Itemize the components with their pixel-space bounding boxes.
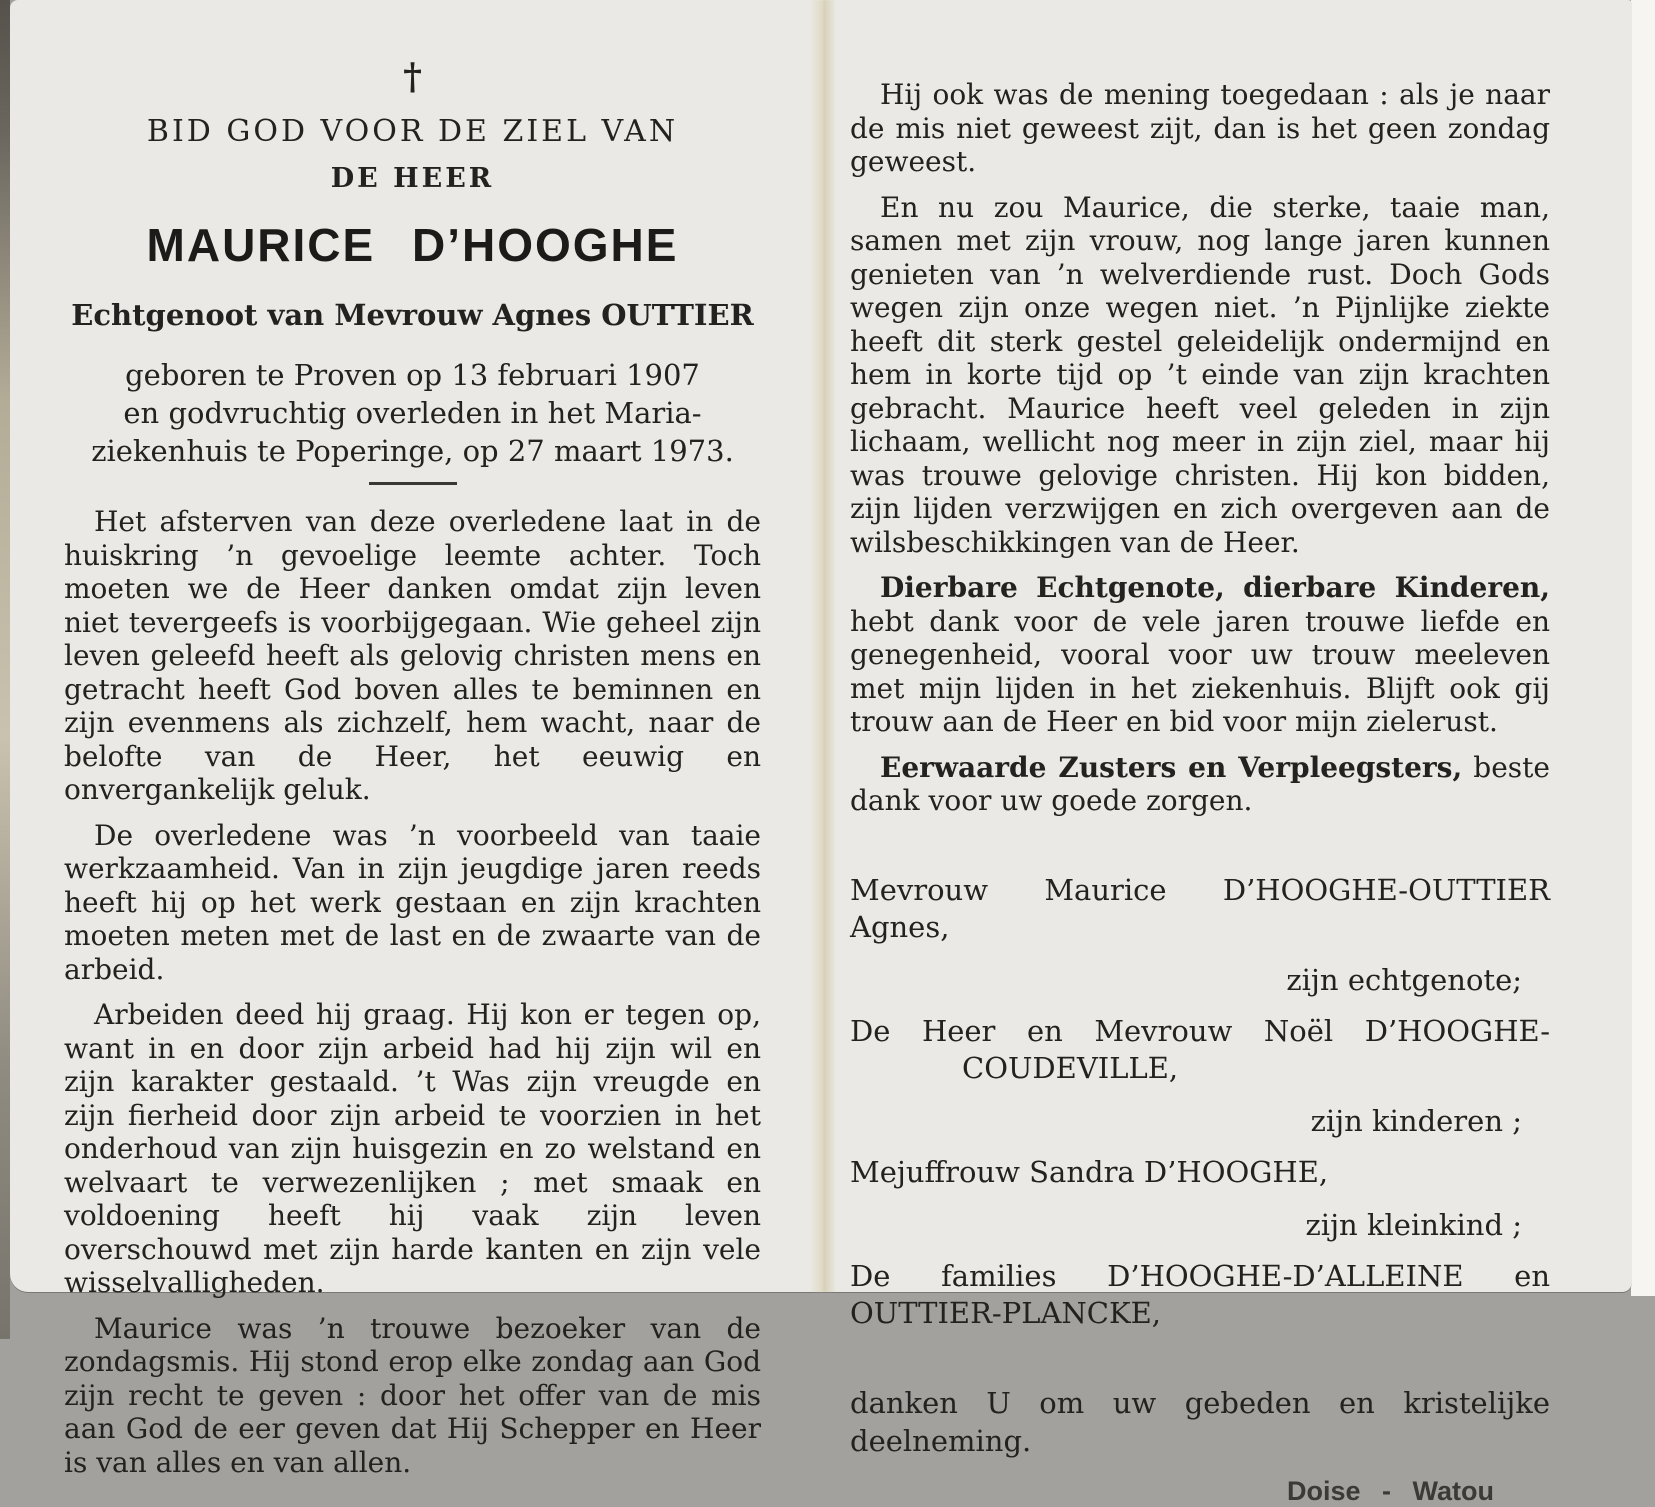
- birth-line: geboren te Proven op 13 februari 1907: [125, 358, 700, 392]
- birth-death-details: [64, 356, 761, 470]
- paragraph: Het afsterven van deze overledene laat in de huiskring ’n gevoelige leemte achter. Toch moeten we de Heer danken omdat zijn leven niet tevergeefs is voorbijgegaan. Wie geheel zijn leven geleefd heeft als gelovig christen mens en getracht heeft God boven alles te beminnen en zijn evenmens als zichzelf, hem wacht, naar de belofte van de Heer, het eeuwig en onvergankelijk geluk.: [64, 505, 761, 806]
- scanner-right-margin: [1631, 0, 1655, 1296]
- mourner-name: Mevrouw Maurice D’HOOGHE-OUTTIER: [850, 872, 1550, 907]
- printer-mark: Doise - Watou: [1287, 1475, 1494, 1506]
- page-right: [850, 0, 1550, 1507]
- paragraph-lead: Eerwaarde Zusters en Verpleegsters,: [880, 750, 1463, 784]
- closing-line: deelneming.: [850, 1423, 1032, 1458]
- paragraph-address-nurses: [850, 751, 1550, 818]
- title-de-heer: DE HEER: [330, 163, 495, 194]
- death-line-2: ziekenhuis te Poperinge, op 27 maart 1973.: [91, 434, 734, 468]
- deceased-name: MAURICE D’HOOGHE: [146, 219, 679, 271]
- paragraph: Hij ook was de mening toegedaan : als je naar de mis niet geweest zijt, dan is het geen zondag geweest.: [850, 78, 1550, 178]
- mourner-name: De Heer en Mevrouw Noël D’HOOGHE-: [850, 1013, 1550, 1048]
- paragraph-text: beste dank voor uw goede zorgen.: [850, 750, 1550, 817]
- cross-icon: †: [403, 56, 422, 98]
- death-line-1: en godvruchtig overleden in het Maria-: [123, 396, 702, 430]
- mourner-relation: zijn echtgenote;: [1286, 962, 1522, 997]
- mourner-relation: zijn kleinkind ;: [1305, 1207, 1522, 1242]
- invocation-line: BID GOD VOOR DE ZIEL VAN: [146, 114, 679, 149]
- card-fold-crease: [810, 0, 836, 1292]
- paragraph-text: hebt dank voor de vele jaren trouwe liefde en genegenheid, vooral voor uw trouw meeleven met mijn lijden in het ziekenhuis. Blijft ook gij trouw aan de Heer en bid voor mijn zielerust.: [850, 604, 1550, 738]
- spouse-line: Echtgenoot van Mevrouw Agnes OUTTIER: [71, 298, 754, 332]
- mourner-name: Agnes,: [850, 909, 950, 944]
- paragraph: Arbeiden deed hij graag. Hij kon er tegen op, want in en door zijn arbeid had hij zijn wil en zijn karakter gestaald. ’t Was zijn vreugde en zijn fierheid door zijn arbeid te voorzien in het onderhoud van zijn huisgezin en zo welstand en welvaart te verwezenlijken ; met smaak en voldoening heeft hij vaak zijn leven overschouwd met zijn harde kanten en zijn vele wisselvalligheden.: [64, 998, 761, 1299]
- paragraph: De overledene was ’n voorbeeld van taaie werkzaamheid. Van in zijn jeugdige jaren reeds heeft hij op het werk gestaan en zijn krachten moeten meten met de last en de zwaarte van de arbeid.: [64, 818, 761, 986]
- closing-thanks: [850, 1384, 1550, 1460]
- mourner-name: COUDEVILLE,: [962, 1050, 1179, 1085]
- page-left: [64, 0, 761, 1479]
- divider-rule: [369, 482, 457, 485]
- paragraph-address-family: [850, 571, 1550, 739]
- paragraph: Maurice was ’n trouwe bezoeker van de zondagsmis. Hij stond erop elke zondag aan God zijn recht te geven : door het offer van de mis aan God de eer geven dat Hij Schepper en Heer is van alles en van allen.: [64, 1311, 761, 1479]
- paragraph: En nu zou Maurice, die sterke, taaie man, samen met zijn vrouw, nog lange jaren kunnen genieten van ’n welverdiende rust. Doch Gods wegen zijn onze wegen niet. ’n Pijnlijke ziekte heeft dit sterk gestel geleidelijk ondermijnd en hem in korte tijd op ’t einde van zijn krachten gebracht. Maurice heeft veel geleden in zijn lichaam, wellicht nog meer in zijn ziel, maar hij was trouwe gelovige christen. Hij kon bidden, zijn lijden verzwijgen en zich overgeven aan de wilsbeschikkingen van de Heer.: [850, 190, 1550, 559]
- mourner-name: De families D’HOOGHE-D’ALLEINE en: [850, 1258, 1550, 1293]
- paragraph-lead: Dierbare Echtgenote, dierbare Kinderen,: [880, 571, 1550, 604]
- memorial-card: [10, 0, 1632, 1506]
- acknowledgement-list: [850, 872, 1550, 1332]
- mourner-relation: zijn kinderen ;: [1310, 1103, 1522, 1138]
- mourner-name: Mejuffrouw Sandra D’HOOGHE,: [850, 1154, 1329, 1189]
- closing-line: danken U om uw gebeden en kristelijke: [850, 1385, 1550, 1420]
- scanner-left-edge: [0, 0, 10, 1339]
- mourner-name: OUTTIER-PLANCKE,: [850, 1295, 1162, 1330]
